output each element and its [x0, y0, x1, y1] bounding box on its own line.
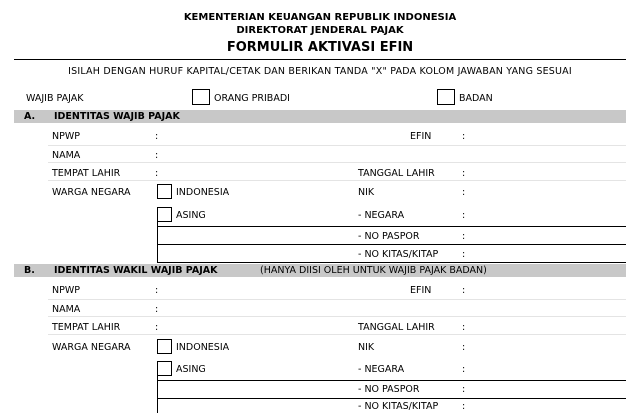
section-b-letter: B. — [24, 265, 35, 276]
individual-label: ORANG PRIBADI — [214, 93, 290, 104]
header-separator — [14, 59, 626, 60]
directorate-title: DIREKTORAT JENDERAL PAJAK — [236, 25, 404, 36]
birthplace-label: TEMPAT LAHIR — [52, 322, 121, 333]
nik-label: NIK — [358, 187, 375, 198]
foreign-label: ASING — [176, 364, 206, 375]
foreign-label: ASING — [176, 210, 206, 221]
kitas-label: - NO KITAS/KITAP — [358, 249, 439, 260]
birthdate-label: TANGGAL LAHIR — [358, 168, 435, 179]
individual-checkbox[interactable] — [192, 89, 210, 105]
foreign-row-line — [157, 244, 626, 245]
indonesia-checkbox[interactable] — [157, 339, 172, 354]
section-a-header — [14, 110, 626, 123]
kitas-label: - NO KITAS/KITAP — [358, 401, 439, 412]
nik-label: NIK — [358, 342, 375, 353]
foreign-row-line — [157, 380, 626, 381]
colon: : — [155, 304, 159, 315]
colon: : — [462, 401, 466, 412]
row-divider — [48, 162, 626, 163]
foreign-checkbox[interactable] — [157, 361, 172, 376]
colon: : — [155, 168, 159, 179]
foreign-row-line — [157, 226, 626, 227]
foreign-row-line — [157, 262, 626, 263]
colon: : — [462, 285, 466, 296]
country-label: - NEGARA — [358, 210, 405, 221]
row-divider — [48, 299, 626, 300]
section-a-title: IDENTITAS WAJIB PAJAK — [54, 111, 180, 122]
npwp-label: NPWP — [52, 285, 80, 296]
indonesia-label: INDONESIA — [176, 187, 230, 198]
passport-label: - NO PASPOR — [358, 231, 420, 242]
foreign-checkbox[interactable] — [157, 207, 172, 222]
name-label: NAMA — [52, 304, 81, 315]
colon: : — [462, 187, 466, 198]
citizenship-label: WARGA NEGARA — [52, 342, 131, 353]
section-b-title: IDENTITAS WAKIL WAJIB PAJAK — [54, 265, 218, 276]
colon: : — [155, 285, 159, 296]
row-divider — [48, 145, 626, 146]
ministry-title: KEMENTERIAN KEUANGAN REPUBLIK INDONESIA — [183, 12, 457, 23]
country-label: - NEGARA — [358, 364, 405, 375]
passport-label: - NO PASPOR — [358, 384, 420, 395]
colon: : — [155, 131, 159, 142]
row-divider — [48, 316, 626, 317]
form-title: FORMULIR AKTIVASI EFIN — [226, 40, 414, 55]
citizenship-label: WARGA NEGARA — [52, 187, 131, 198]
entity-label: BADAN — [459, 93, 493, 104]
colon: : — [462, 342, 466, 353]
colon: : — [462, 231, 466, 242]
colon: : — [462, 384, 466, 395]
colon: : — [462, 322, 466, 333]
efin-label: EFIN — [410, 285, 432, 296]
efin-label: EFIN — [410, 131, 432, 142]
section-a-letter: A. — [24, 111, 36, 122]
taxpayer-type-label: WAJIB PAJAK — [26, 93, 84, 104]
colon: : — [155, 322, 159, 333]
npwp-label: NPWP — [52, 131, 80, 142]
row-divider — [48, 180, 626, 181]
colon: : — [155, 150, 159, 161]
colon: : — [462, 364, 466, 375]
birthplace-label: TEMPAT LAHIR — [52, 168, 121, 179]
row-divider — [48, 334, 626, 335]
fill-instruction: ISILAH DENGAN HURUF KAPITAL/CETAK DAN BERIKAN TANDA "X" PADA KOLOM JAWABAN YANG SESUAI — [68, 66, 572, 77]
section-b-header — [14, 264, 626, 277]
foreign-row-line — [157, 398, 626, 399]
colon: : — [462, 168, 466, 179]
colon: : — [462, 131, 466, 142]
colon: : — [462, 210, 466, 221]
birthdate-label: TANGGAL LAHIR — [358, 322, 435, 333]
indonesia-label: INDONESIA — [176, 342, 230, 353]
section-b-note: (HANYA DIISI OLEH UNTUK WAJIB PAJAK BADAN) — [260, 265, 487, 276]
colon: : — [462, 249, 466, 260]
name-label: NAMA — [52, 150, 81, 161]
entity-checkbox[interactable] — [437, 89, 455, 105]
indonesia-checkbox[interactable] — [157, 184, 172, 199]
